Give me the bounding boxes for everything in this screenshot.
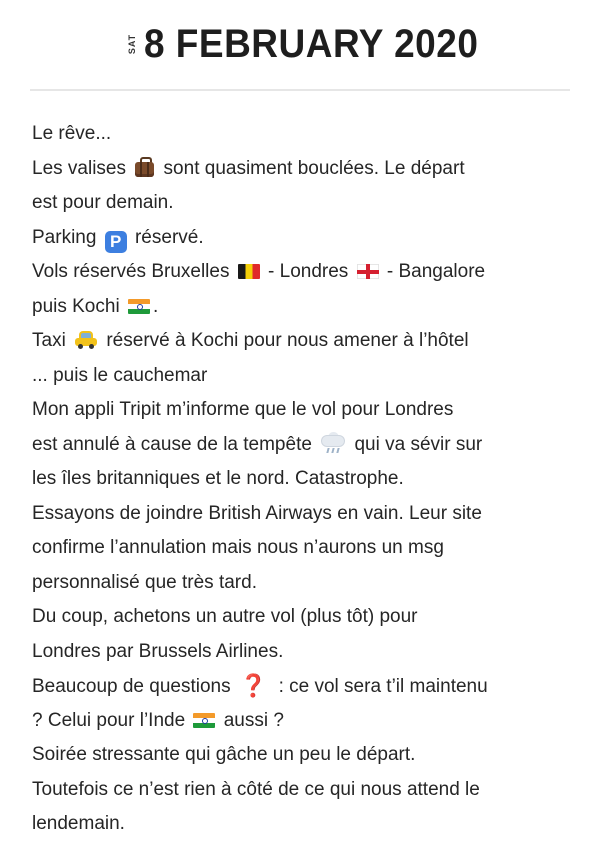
england-flag-icon: [357, 264, 379, 279]
divider: [30, 89, 570, 91]
weekday-label: SAT: [126, 33, 137, 55]
entry-line: Essayons de joindre British Airways en vain. Leur site: [32, 502, 482, 524]
entry-line: Vols réservés Bruxelles - Londres - Bangalore: [32, 261, 486, 282]
storm-cloud-icon: [320, 432, 346, 454]
entry-line: est pour demain.: [32, 192, 174, 213]
entry-line: Taxi réservé à Kochi pour nous amener à l’hôtel: [32, 330, 469, 351]
red-question-mark-icon: ❓: [239, 673, 268, 698]
entry-line: est annulé à cause de la tempête qui va sévir sur: [32, 433, 483, 455]
entry-line: Du coup, achetons un autre vol (plus tôt) pour: [32, 606, 418, 627]
india-flag-icon: [193, 713, 215, 728]
entry-line: confirme l’annulation mais nous n’aurons un msg: [32, 537, 444, 558]
entry-line: Les valises sont quasiment bouclées. Le départ: [32, 157, 465, 179]
journal-entry: [32, 117, 577, 842]
entry-line: Londres par Brussels Airlines.: [32, 640, 284, 662]
suitcase-icon: [134, 157, 155, 178]
india-flag-icon: [128, 299, 150, 314]
entry-line: ... puis le cauchemar: [32, 364, 208, 386]
belgium-flag-icon: [238, 264, 260, 279]
entry-line: Parking P réservé.: [32, 226, 204, 251]
entry-line: Beaucoup de questions ❓ : ce vol sera t’il maintenu: [32, 669, 577, 704]
entry-line: ? Celui pour l’Inde aussi ?: [32, 709, 284, 731]
entry-line: puis Kochi .: [32, 295, 159, 317]
date-header: [0, 14, 600, 74]
entry-line: Soirée stressante qui gâche un peu le départ.: [32, 744, 416, 765]
entry-line: personnalisé que très tard.: [32, 571, 257, 593]
entry-line: lendemain.: [32, 813, 125, 834]
entry-line: Le rêve...: [32, 123, 112, 144]
parking-icon: P: [105, 231, 127, 253]
entry-line: Mon appli Tripit m’informe que le vol pour Londres: [32, 399, 454, 420]
page-title: 8 FEBRUARY 2020: [143, 21, 479, 66]
entry-line: les îles britanniques et le nord. Catastrophe.: [32, 468, 404, 489]
taxi-icon: [74, 330, 98, 350]
entry-line: Toutefois ce n’est rien à côté de ce qui nous attend le: [32, 778, 480, 800]
